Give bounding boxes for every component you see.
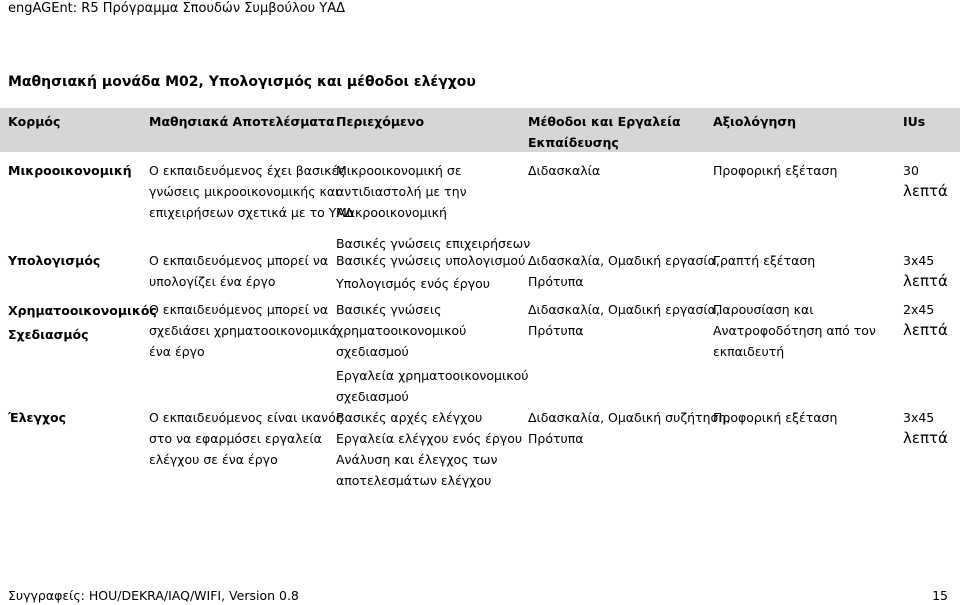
row-methods-line: Πρότυπα bbox=[528, 431, 584, 446]
row-core bbox=[8, 160, 132, 181]
row-methods-line: Διδασκαλία, Ομαδική εργασία, bbox=[528, 253, 720, 268]
row-methods-line: Πρότυπα bbox=[528, 323, 584, 338]
row-core-line: Έλεγχος bbox=[8, 410, 67, 425]
row-ius bbox=[903, 250, 948, 292]
column-header-methods-line: Μέθοδοι και Εργαλεία bbox=[528, 114, 681, 129]
row-methods-line: Διδασκαλία bbox=[528, 163, 601, 178]
row-ius bbox=[903, 299, 948, 341]
row-outcomes-line: επιχειρήσεων σχετικά με το ΥΑΔ bbox=[149, 205, 354, 220]
row-outcomes bbox=[149, 160, 353, 223]
row-methods-line: Πρότυπα bbox=[528, 274, 584, 289]
row-outcomes-line: Ο εκπαιδευόμενος μπορεί να bbox=[149, 253, 329, 268]
row-ius-unit: λεπτά bbox=[903, 321, 948, 339]
row-core-line: Χρηματοοικονομικός bbox=[8, 303, 157, 318]
module-title: Μαθησιακή μονάδα M02, Υπολογισμός και μέθοδοι ελέγχου bbox=[8, 74, 476, 90]
row-ius-unit: λεπτά bbox=[903, 429, 948, 447]
row-content-line: Μακροοικονομική bbox=[336, 205, 447, 220]
row-content-line: Εργαλεία ελέγχου ενός έργου bbox=[336, 431, 523, 446]
row-outcomes-line: σχεδιάσει χρηματοοικονομικά bbox=[149, 323, 338, 338]
row-content-line: Μικροοικονομική σε bbox=[336, 163, 462, 178]
row-ius-value: 30 bbox=[903, 163, 919, 178]
row-content-line: Βασικές γνώσεις υπολογισμού bbox=[336, 253, 526, 268]
footer-authors: Συγγραφείς: HOU/DEKRA/IAQ/WIFI, Version 0.8 bbox=[8, 588, 299, 603]
row-assessment bbox=[713, 160, 837, 181]
row-core-line: Μικροοικονομική bbox=[8, 163, 132, 178]
row-assessment-line: Παρουσίαση και bbox=[713, 302, 814, 317]
row-content-line: Ανάλυση και έλεγχος των bbox=[336, 452, 498, 467]
row-content bbox=[336, 250, 525, 294]
row-methods bbox=[528, 250, 720, 292]
row-content-line: Βασικές γνώσεις bbox=[336, 302, 442, 317]
row-assessment-line: Προφορική εξέταση bbox=[713, 410, 838, 425]
row-assessment bbox=[713, 250, 815, 271]
row-outcomes bbox=[149, 407, 343, 470]
row-methods-line: Διδασκαλία, Ομαδική συζήτηση, bbox=[528, 410, 731, 425]
column-header-ius: IUs bbox=[903, 114, 926, 129]
row-methods bbox=[528, 407, 730, 449]
column-header-methods bbox=[528, 111, 681, 153]
column-header-content: Περιεχόμενο bbox=[336, 114, 425, 129]
row-content-line: αποτελεσμάτων ελέγχου bbox=[336, 473, 492, 488]
row-content bbox=[336, 160, 530, 254]
row-content-line: αντιδιαστολή με την bbox=[336, 184, 467, 199]
row-content-line: σχεδιασμού bbox=[336, 344, 409, 359]
row-content-line: Υπολογισμός ενός έργου bbox=[336, 276, 490, 291]
table-header-row bbox=[0, 108, 960, 152]
row-outcomes-line: ένα έργο bbox=[149, 344, 205, 359]
document-header: engAGEnt: R5 Πρόγραμμα Σπουδών Συμβούλου ΥΑΔ bbox=[8, 1, 346, 16]
row-outcomes bbox=[149, 299, 338, 362]
row-assessment-line: Ανατροφοδότηση από τον bbox=[713, 323, 876, 338]
row-ius bbox=[903, 407, 948, 449]
row-ius-unit: λεπτά bbox=[903, 272, 948, 290]
row-ius-value: 3x45 bbox=[903, 253, 935, 268]
column-header-methods-line: Εκπαίδευσης bbox=[528, 135, 619, 150]
row-core bbox=[8, 407, 66, 428]
row-methods bbox=[528, 160, 600, 181]
row-ius-value: 3x45 bbox=[903, 410, 935, 425]
row-core-line: Σχεδιασμός bbox=[8, 327, 89, 342]
row-content-line: σχεδιασμού bbox=[336, 389, 409, 404]
column-header-outcomes: Μαθησιακά Αποτελέσματα bbox=[149, 114, 335, 129]
row-assessment bbox=[713, 299, 876, 362]
row-methods bbox=[528, 299, 720, 341]
row-assessment bbox=[713, 407, 837, 428]
row-content bbox=[336, 299, 528, 407]
row-assessment-line: Γραπτή εξέταση bbox=[713, 253, 816, 268]
page-number: 15 bbox=[932, 588, 948, 603]
column-header-assessment: Αξιολόγηση bbox=[713, 114, 797, 129]
row-content-line: Εργαλεία χρηματοοικονομικού bbox=[336, 368, 529, 383]
row-content bbox=[336, 407, 522, 491]
row-outcomes-line: υπολογίζει ένα έργο bbox=[149, 274, 276, 289]
row-ius bbox=[903, 160, 948, 202]
row-ius-value: 2x45 bbox=[903, 302, 935, 317]
row-outcomes-line: Ο εκπαιδευόμενος έχει βασικές bbox=[149, 163, 346, 178]
row-outcomes-line: Ο εκπαιδευόμενος είναι ικανός bbox=[149, 410, 344, 425]
row-outcomes-line: ελέγχου σε ένα έργο bbox=[149, 452, 278, 467]
row-content-gap bbox=[336, 223, 530, 233]
row-core bbox=[8, 250, 100, 271]
row-content-line: Βασικές γνώσεις επιχειρήσεων bbox=[336, 236, 531, 251]
row-outcomes-line: γνώσεις μικροοικονομικής και bbox=[149, 184, 340, 199]
row-core-line: Υπολογισμός bbox=[8, 253, 101, 268]
column-header-core: Κορμός bbox=[8, 114, 61, 129]
row-assessment-line: Προφορική εξέταση bbox=[713, 163, 838, 178]
row-core bbox=[8, 299, 157, 347]
row-assessment-line: εκπαιδευτή bbox=[713, 344, 785, 359]
row-outcomes-line: Ο εκπαιδευόμενος μπορεί να bbox=[149, 302, 329, 317]
row-outcomes bbox=[149, 250, 328, 292]
row-methods-line: Διδασκαλία, Ομαδική εργασία, bbox=[528, 302, 720, 317]
row-ius-unit: λεπτά bbox=[903, 182, 948, 200]
row-content-line: Βασικές αρχές ελέγχου bbox=[336, 410, 483, 425]
row-content-line: χρηματοοικονομικού bbox=[336, 323, 467, 338]
row-outcomes-line: στο να εφαρμόσει εργαλεία bbox=[149, 431, 322, 446]
